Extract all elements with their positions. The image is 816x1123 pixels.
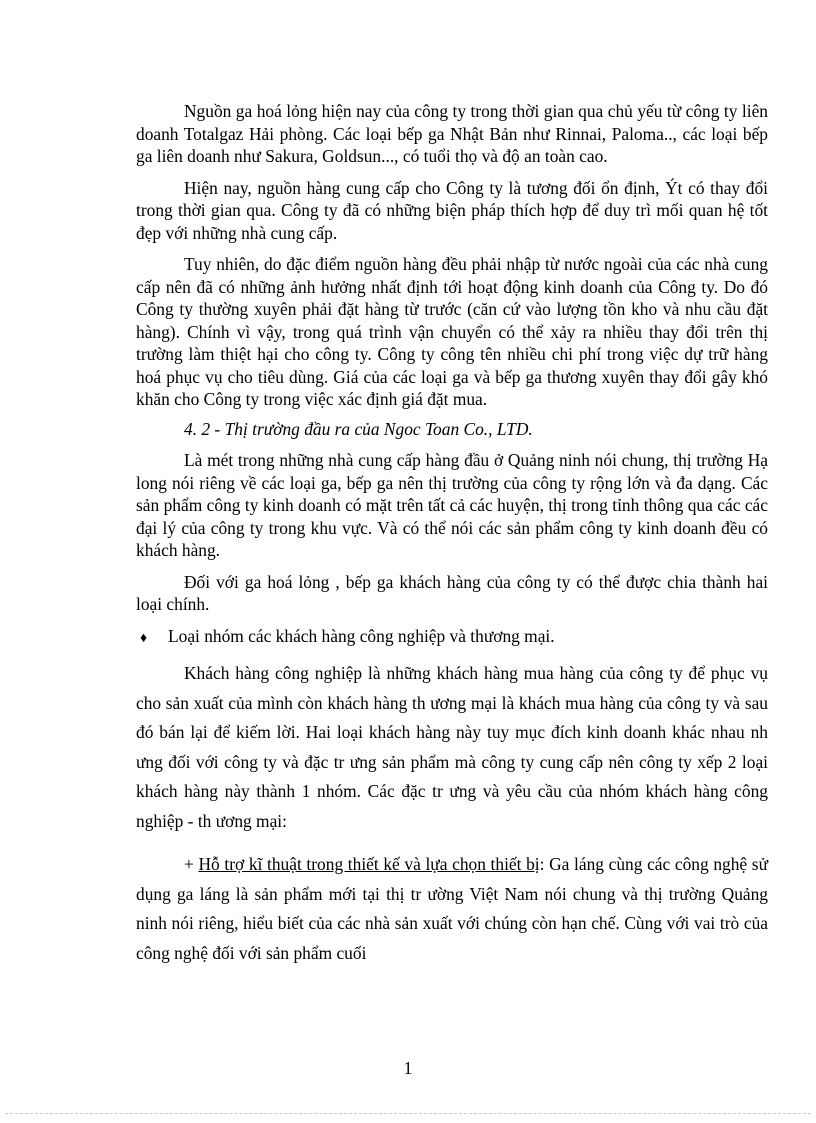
paragraph-supply-stability: Hiện nay, nguồn hàng cung cấp cho Công ty là tương đối ổn định, Ýt có thay đổi trong thời gian qua. Công ty đã có những biện pháp thích hợp để duy trì mối quan hệ tốt đẹp với những nhà cung cấp. xyxy=(136,177,768,243)
diamond-bullet-icon: ♦ xyxy=(140,630,148,646)
section-heading: 4. 2 - Thị trường đầu ra của Ngoc Toan Co., LTD. xyxy=(184,418,533,439)
paragraph-technical-support xyxy=(136,850,768,968)
page-bottom-divider xyxy=(5,1113,811,1114)
page-number: 1 xyxy=(403,1058,413,1078)
bullet-item xyxy=(136,625,768,651)
document-page xyxy=(136,100,768,968)
paragraph-market-overview: Là mét trong những nhà cung cấp hàng đầu ở Quảng ninh nói chung, thị trường Hạ long nói riêng về các loại ga, bếp ga nên thị trường của công ty rộng lớn và đa dạng. Các sản phẩm công ty kinh doanh có mặt trên tất cả các huyện, thị trong tỉnh thông qua các các đại lý của công ty trong khu vực. Và có thể nói các sản phẩm công ty kinh doanh đều có khách hàng. xyxy=(136,450,768,560)
paragraph-customer-groups: Đối với ga hoá lỏng , bếp ga khách hàng của công ty có thể được chia thành hai loại chính. xyxy=(136,571,768,614)
underlined-topic: Hỗ trợ kĩ thuật trong thiết kế và lựa chọn thiết bị xyxy=(198,854,540,874)
paragraph-industrial-commercial: Khách hàng công nghiệp là những khách hàng mua hàng của công ty để phục vụ cho sản xuất của mình còn khách hàng th ương mại là khách mua hàng của công ty và sau đó bán lại để kiếm lời. Hai loại khách hàng này tuy mục đích kinh doanh khác nhau nh ưng đối với công ty và đặc tr ưng sản phẩm mà công ty cung cấp nên công ty xếp 2 loại khách hàng này thành 1 nhóm. Các đặc tr ưng và yêu cầu của nhóm khách hàng công nghiệp - th ương mại: xyxy=(136,663,768,831)
paragraph-gas-sources: Nguồn ga hoá lỏng hiện nay của công ty trong thời gian qua chủ yếu từ công ty liên doanh Totalgaz Hải phòng. Các loại bếp ga Nhật Bản như Rinnai, Paloma.., các loại bếp ga liên doanh như Sakura, Goldsun..., có tuổi thọ và độ an toàn cao. xyxy=(136,101,768,166)
bullet-text: Loại nhóm các khách hàng công nghiệp và thương mại. xyxy=(168,625,555,646)
plus-marker: + xyxy=(184,854,199,874)
paragraph-technical-support-text: : Ga láng cùng các công nghệ sử dụng ga láng là sản phẩm mới tại thị tr ường Việt Nam nói chung và thị trường Quảng ninh nói riêng, hiểu biết của các nhà sản xuất với chúng còn hạn chế. Cùng với vai trò của công nghệ đối với sản phẩm cuối xyxy=(136,854,768,963)
paragraph-import-dependence: Tuy nhiên, do đặc điểm nguồn hàng đều phải nhập từ nước ngoài của các nhà cung cấp nên đã có những ảnh hưởng nhất định tới hoạt động kinh doanh của Công ty. Do đó Công ty thường xuyên phải đặt hàng từ trước (căn cứ vào lượng tồn kho và nhu cầu đặt hàng). Chính vì vậy, trong quá trình vận chuyển có thể xảy ra nhiều thay đổi trên thị trường làm thiệt hại cho công ty. Công ty công tên nhiều chi phí trong việc dự trữ hàng hoá phục vụ cho tiêu dùng. Giá của các loại ga và bếp ga thương xuyên thay đổi gây khó khăn cho Công ty trong việc xác định giá đặt mua. xyxy=(136,254,768,409)
